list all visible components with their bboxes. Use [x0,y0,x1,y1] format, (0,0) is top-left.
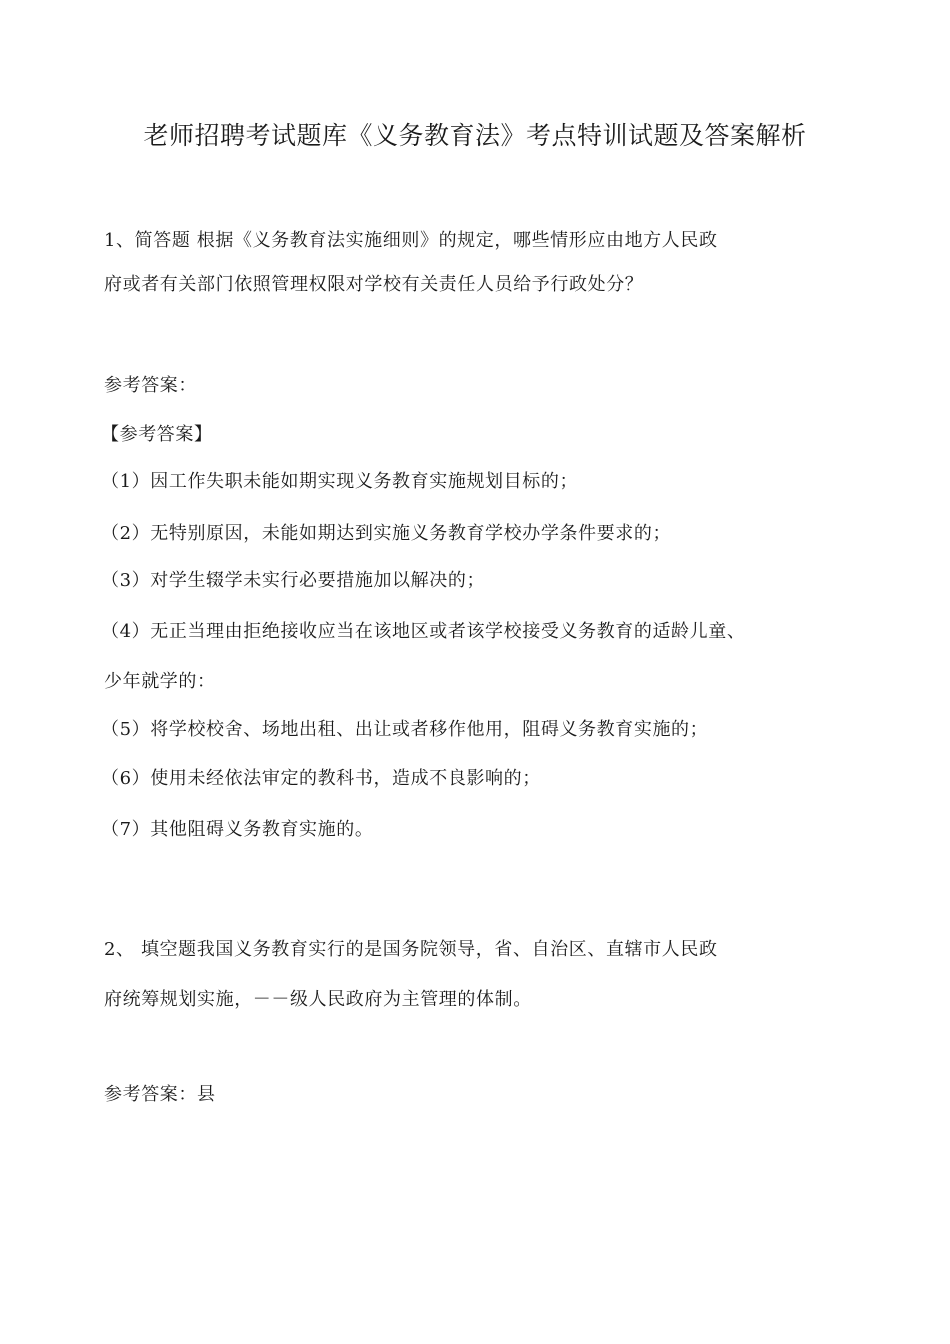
answer-item-6: （6）使用未经依法审定的教科书，造成不良影响的； [101,768,541,789]
question-1-text-line-2: 府或者有关部门依照管理权限对学校有关责任人员给予行政处分？ [104,274,644,295]
question-2-text-line-1: 2、 填空题我国义务教育实行的是国务院领导，省、自治区、直辖市人民政 [104,939,718,960]
answer-item-4-continued: 少年就学的： [104,671,216,692]
answer-item-1: （1）因工作失职未能如期实现义务教育实施规划目标的； [101,471,579,492]
document-title: 老师招聘考试题库《义务教育法》考点特训试题及答案解析 [143,121,807,150]
answer-item-3: （3）对学生辍学未实行必要措施加以解决的； [101,570,486,591]
answer-item-2: （2）无特别原因，未能如期达到实施义务教育学校办学条件要求的； [101,523,672,544]
answer-item-7: （7）其他阻碍义务教育实施的。 [101,819,374,840]
answer-item-5: （5）将学校校舍、场地出租、出让或者移作他用，阻碍义务教育实施的； [101,719,709,740]
answer-item-4: （4）无正当理由拒绝接收应当在该地区或者该学校接受义务教育的适龄儿童、 [101,621,746,642]
question-2-answer: 参考答案：县 [104,1084,216,1105]
question-1-answer-label: 参考答案： [104,375,197,396]
question-1-text-line-1: 1、简答题 根据《义务教育法实施细则》的规定，哪些情形应由地方人民政 [104,230,718,251]
question-1-answer-heading: 【参考答案】 [101,424,213,445]
question-2-text-line-2: 府统筹规划实施，－－级人民政府为主管理的体制。 [104,989,532,1010]
